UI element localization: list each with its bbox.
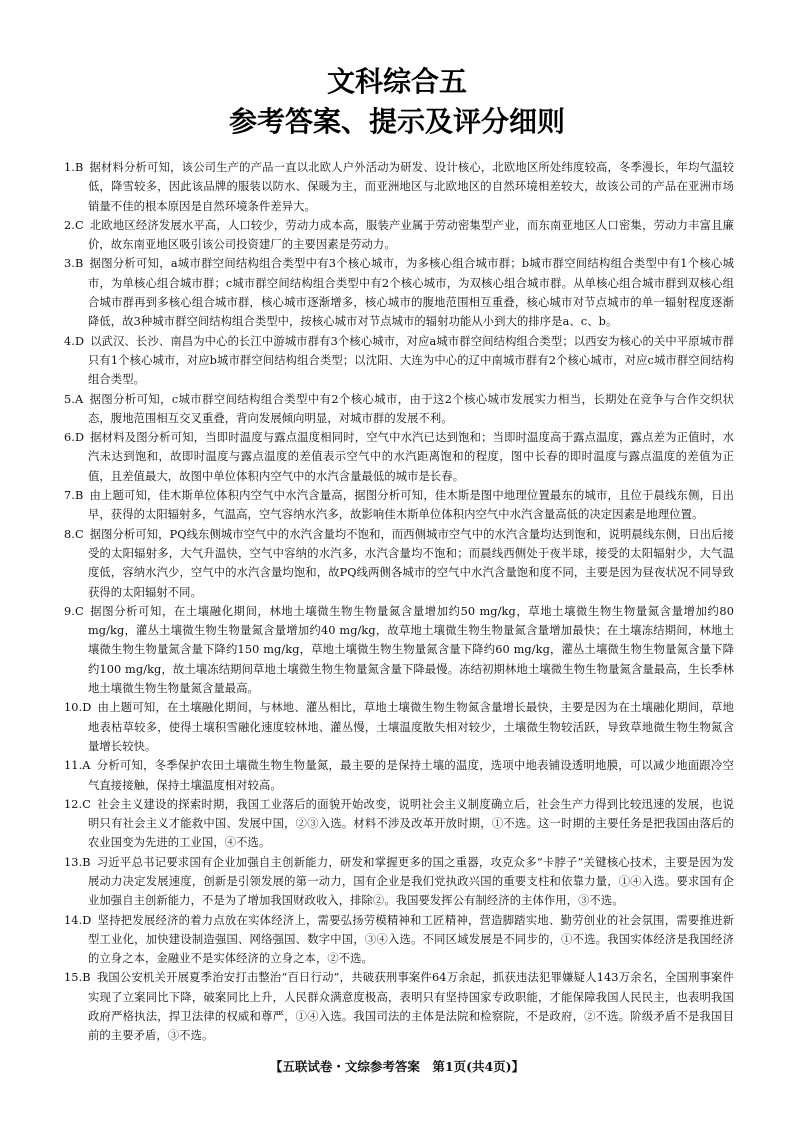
question-number: 8. [64,527,75,541]
answer-letter: D [82,701,92,715]
answer-explanation: 分析可知，冬季保护农田土壤微生物生物量氮，最主要的是保持土壤的温度，选项中地表铺设透明地膜，可以减少地面跟冷空气直接接触，保持土壤温度相对较高。 [88,759,734,792]
answer-explanation: 据图分析可知，在土壤融化期间，林地土壤微生物生物量氮含量增加约50 mg/kg，草地土壤微生物生物量氮含量增加约80 mg/kg，灌丛土壤微生物生物量氮含量增加约40 mg/kg，故草地土壤微生物生物量氮含量增加最快；在土壤冻结期间，林地土壤微生物生物量氮含量下降约150 mg/kg，草地土壤微生物生物量氮含量下降约60 mg/kg，灌丛土壤微生物生物量氮含量下降约100 mg/kg，故土壤冻结期间草地土壤微生物生物量氮含量下降最慢。冻结初期林地土壤微生物生物量氮含量最高，生长季林地土壤微生物生物量氮含量最高。 [88,604,734,696]
answer-explanation: 据材料分析可知，该公司生产的产品一直以北欧人户外活动为研发、设计核心，北欧地区所处纬度较高，冬季漫长，年均气温较低，降雪较多，因此该品牌的服装以防水、保暖为主，而亚洲地区与北欧地区的自然环境相差较大，故该公司的产品在亚洲市场销量不佳的根本原因是自然环境条件差异大。 [88,161,734,213]
question-number: 1. [64,161,75,174]
question-number: 5. [64,392,75,406]
question-number: 4. [64,334,75,348]
question-number: 7. [64,489,75,503]
question-number: 15. [64,971,83,985]
question-number: 13. [64,855,83,869]
page-title: 文科综合五 [326,65,467,98]
answer-explanation: 以武汉、长沙、南昌为中心的长江中游城市群有3个核心城市，对应a城市群空间结构组合类型；以西安为核心的关中平原城市群只有1个核心城市，对应b城市群空间结构组合类型；以沈阳、大连为中心的辽中南城市群有2个核心城市，对应c城市群空间结构组合类型。 [88,334,734,387]
answer-explanation: 北欧地区经济发展水平高，人口较少，劳动力成本高，服装产业属于劳动密集型产业，而东南亚地区人口密集，劳动力丰富且廉价，故东南亚地区吸引该公司投资建厂的主要因素是劳动力。 [88,218,734,252]
answer-list [64,158,734,1046]
answer-letter: B [74,489,84,503]
question-number: 2. [64,218,75,232]
answer-letter: B [82,855,91,869]
answer-explanation: 据图分析可知，PQ线东侧城市空气中的水汽含量均不饱和，而西侧城市空气中的水汽含量均达到饱和，说明晨线东侧，日出后接受的太阳辐射多，大气升温快，空气中容纳的水汽多，水汽含量均不饱和；而晨线西侧处于夜半球，接受的太阳辐射少，大气温度低，容纳水汽少，空气中的水汽含量均饱和，故PQ线两侧各城市的空气中水汽含量饱和度不同，主要是因为昼夜状况不同导致获得的太阳辐射不同。 [88,527,734,599]
answer-explanation: 据图分析可知，a城市群空间结构组合类型中有3个核心城市，为多核心组合城市群；b城市群空间结构组合类型中有1个核心城市，为单核心组合城市群；c城市群空间结构组合类型中有2个核心城市，为双核心组合城市群。从单核心组合城市群到双核心组合城市群再到多核心组合城市群，核心城市逐渐增多，核心城市的腹地范围相互重叠，核心城市对节点城市的单一辐射程度逐渐降低，故3种城市群空间结构组合类型中，按核心城市对节点城市的辐射功能从小到大的排序是a、c、b。 [88,257,734,329]
answer-item [64,968,734,1045]
answer-letter: D [74,431,85,445]
answer-explanation: 我国公安机关开展夏季治安打击整治“百日行动”，共破获刑事案件64万余起，抓获违法犯罪嫌疑人143万余名，全国刑事案件实现了立案同比下降，破案同比上升，人民群众满意度极高，表明只有坚持国家专政职能，才能保障我国人民民主，也表明我国政府严格执法，捍卫法律的权威和尊严，①④入选。我国司法的主体是法院和检察院，不是政府，②不选。阶级矛盾不是我国目前的主要矛盾，③不选。 [88,971,734,1043]
answer-item [64,795,734,853]
question-number: 3. [64,257,75,271]
answer-letter: D [82,913,92,927]
answer-explanation: 由上题可知，在土壤融化期间，与林地、灌丛相比，草地土壤微生物生物氮含量增长最快，主要是因为在土壤融化期间，草地地表枯草较多，使得土壤积雪融化速度较林地、灌丛慢，土壤温度散失相对较少，土壤微生物较活跃，导致草地微生物生物氮含量增长较快。 [88,701,734,753]
question-number: 9. [64,604,75,618]
answer-letter: C [74,527,84,541]
question-number: 11. [64,759,83,773]
question-number: 10. [64,701,83,715]
answer-explanation: 由上题可知，佳木斯单位体积内空气中水汽含量高，据图分析可知，佳木斯是图中地理位置最东的城市，且位于晨线东侧，日出早，获得的太阳辐射多，气温高，空气容纳水汽多，故影响佳木斯单位体积内空气中水汽含量高低的决定因素是地理位置。 [88,489,734,522]
answer-item [64,602,734,698]
answer-item [64,853,734,911]
answer-letter: B [74,257,84,271]
answer-item [64,216,734,255]
question-number: 14. [64,913,83,927]
answer-item [64,390,734,429]
answer-item [64,756,734,795]
answer-explanation: 习近平总书记要求国有企业加强自主创新能力，研发和掌握更多的国之重器，攻克众多“卡脖子”关键核心技术，主要是因为发展动力决定发展速度，创新是引领发展的第一动力，国有企业是我们党执政兴国的重要支柱和依靠力量，①④入选。要求国有企业加强自主创新能力，不是为了增加我国财政收入，排除②。我国要发挥公有制经济的主体作用，③不选。 [88,855,734,908]
answer-letter: D [74,334,85,348]
answer-explanation: 坚持把发展经济的着力点放在实体经济上，需要弘扬劳模精神和工匠精神，营造脚踏实地、勤劳创业的社会氛围，需要推进新型工业化，加快建设制造强国、网络强国、数字中国，③④入选。不同区域发展是不同步的，①不选。我国实体经济是我国经济的立身之本，金融业不是实体经济的立身之本，②不选。 [88,913,734,966]
answer-item [64,525,734,602]
page-footer: 【五联试卷・文综参考答案 第1页(共4页)】 [269,1059,525,1074]
page-subtitle: 参考答案、提示及评分细则 [228,105,565,138]
answer-explanation: 社会主义建设的探索时期，我国工业落后的面貌开始改变，说明社会主义制度确立后，社会生产力得到比较迅速的发展，也说明只有社会主义才能救中国、发展中国，②③入选。材料不涉及改革开放时期，①不选。这一时期的主要任务是把我国由落后的农业国变为先进的工业国，④不选。 [88,797,734,850]
answer-letter: C [74,604,84,618]
answer-item [64,254,734,331]
answer-letter: B [82,971,91,985]
answer-letter: C [82,797,92,811]
answer-letter: B [74,161,84,174]
answer-item [64,486,734,525]
answer-explanation: 据图分析可知，c城市群空间结构组合类型中有2个核心城市，由于这2个核心城市发展实力相当，长期处在竞争与合作交织状态，腹地范围相互交叉重叠，背向发展倾向明显，对城市群的发展不利。 [88,392,734,425]
question-number: 12. [64,797,83,811]
answer-letter: C [74,218,84,232]
answer-item [64,698,734,756]
answer-item [64,158,734,216]
answer-letter: A [82,759,91,773]
answer-item [64,428,734,486]
answer-item [64,332,734,390]
answer-item [64,911,734,969]
answer-letter: A [74,392,84,406]
question-number: 6. [64,431,75,445]
answer-explanation: 据材料及图分析可知，当即时温度与露点温度相同时，空气中水汽已达到饱和；当即时温度高于露点温度，露点差为正值时，水汽未达到饱和，故即时温度与露点温度的差值表示空气中的水汽距离饱和的程度，图中长春的即时温度与露点温度的差值为正值，且差值最大，故图中单位体积内空气中的水汽含量最低的城市是长春。 [88,431,734,483]
